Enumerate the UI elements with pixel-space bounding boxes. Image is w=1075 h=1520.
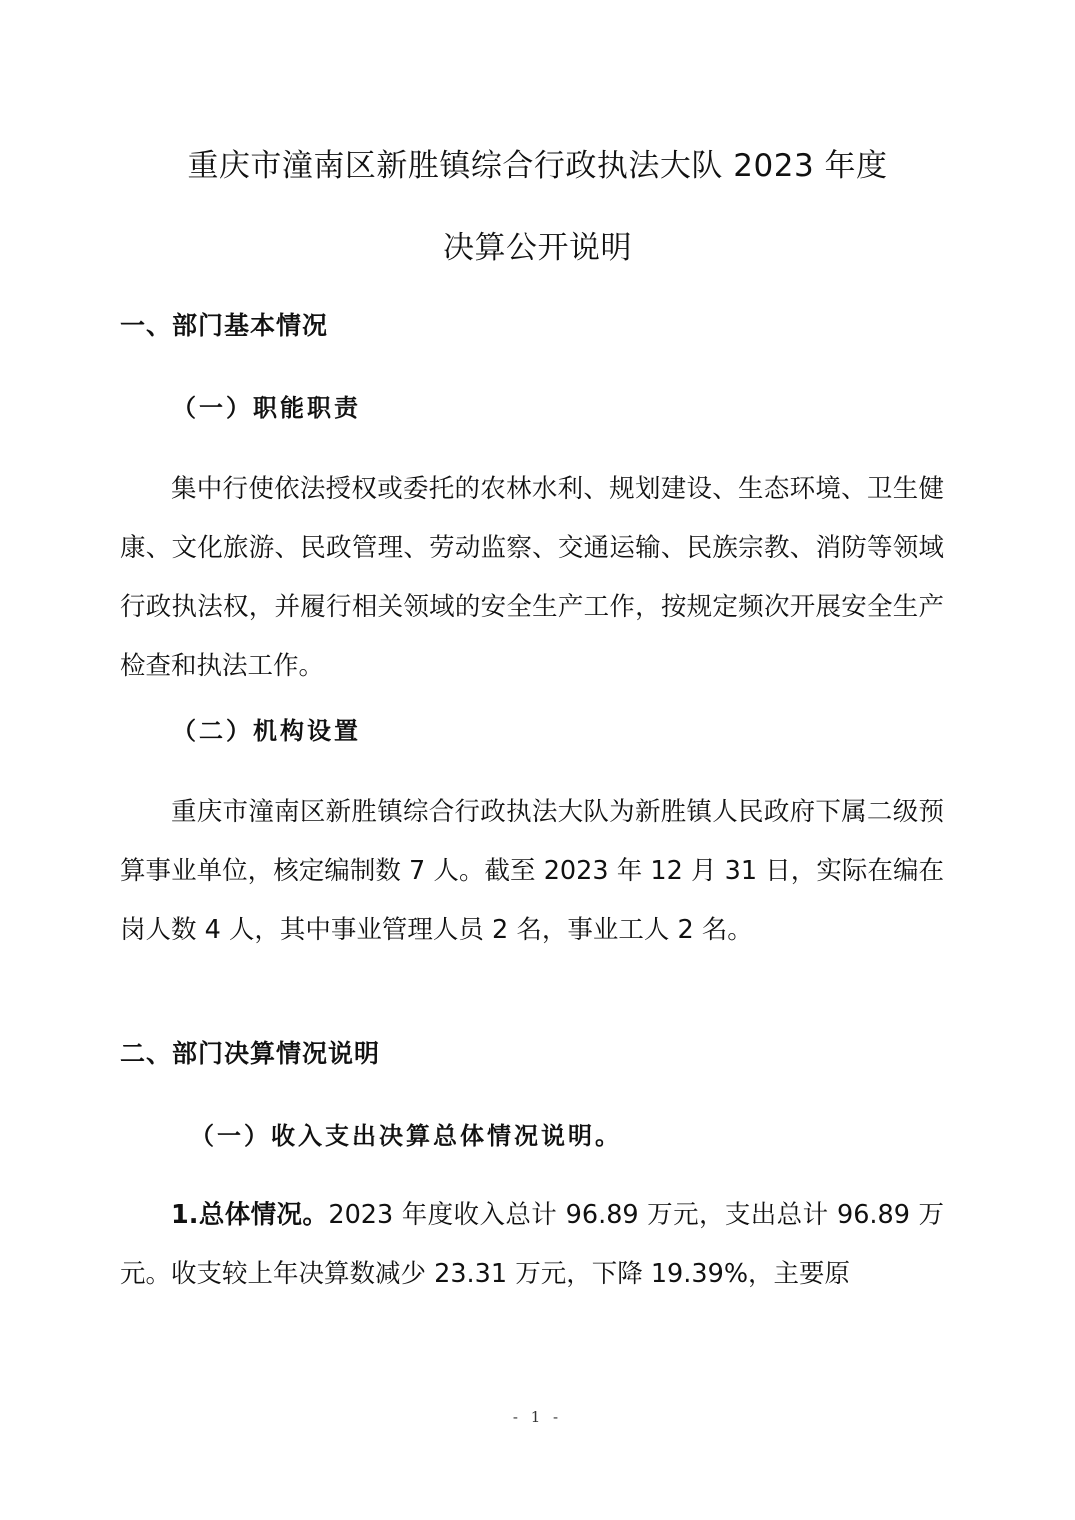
section-heading-final-accounts: 二、部门决算情况说明 — [120, 1039, 381, 1068]
overall-lead: 1.总体情况。 — [171, 1200, 329, 1230]
subheading-functions: （一）职能职责 — [172, 393, 361, 422]
subheading-organization: （二）机构设置 — [172, 716, 361, 745]
document-title-line2: 决算公开说明 — [443, 230, 632, 266]
paragraph-functions: 集中行使依法授权或委托的农林水利、规划建设、生态环境、卫生健康、文化旅游、民政管理、劳动监察、交通运输、民族宗教、消防等领域行政执法权，并履行相关领域的安全生产工作，按规定频次开展安全生产检查和执法工作。 — [120, 474, 944, 681]
subheading-income-expense: （一）收入支出决算总体情况说明。 — [190, 1121, 622, 1150]
overall-text: 2023 年度收入总计 96.89 万元，支出总计 96.89 万元。收支较上年决算数减少 23.31 万元，下降 19.39%，主要原 — [120, 1200, 944, 1289]
page-number: - 1 - — [512, 1408, 563, 1426]
document-title-line1: 重庆市潼南区新胜镇综合行政执法大队 2023 年度 — [187, 148, 888, 184]
section-heading-basic-info: 一、部门基本情况 — [120, 311, 329, 340]
paragraph-overall — [120, 1186, 944, 1304]
paragraph-organization: 重庆市潼南区新胜镇综合行政执法大队为新胜镇人民政府下属二级预算事业单位，核定编制数 7 人。截至 2023 年 12 月 31 日，实际在编在岗人数 4 人，其中事业管理人员 2 名，事业工人 2 名。 — [120, 797, 944, 945]
